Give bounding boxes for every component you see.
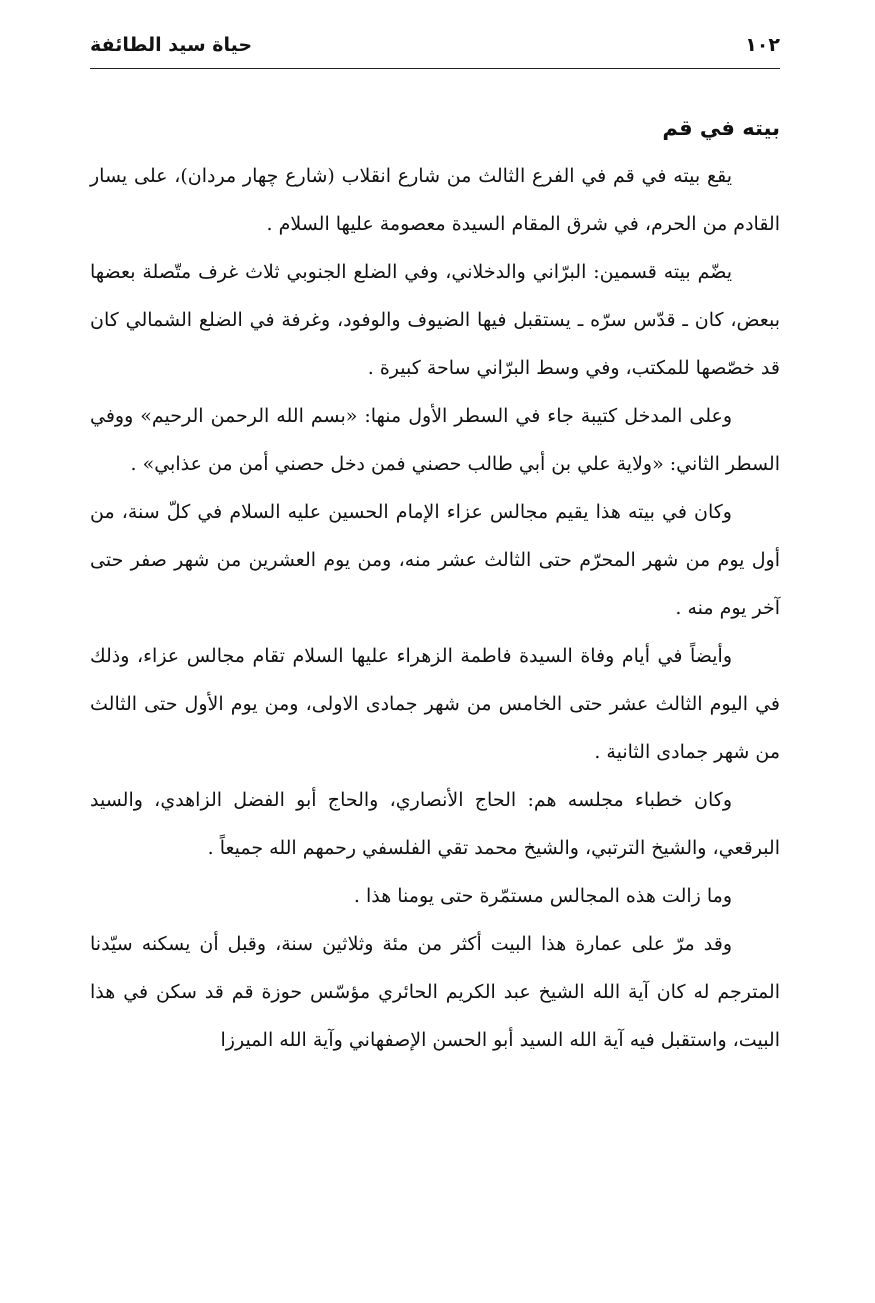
paragraph-inscription: وعلى المدخل كتيبة جاء في السطر الأول منها: «بسم الله الرحمن الرحيم» ووفي السطر الثاني: «ولاية علي بن أبي طالب حصني فمن دخل حصني أمن من عذابي» .	[90, 405, 780, 475]
paragraph-house-history: وقد مرّ على عمارة هذا البيت أكثر من مئة وثلاثين سنة، وقبل أن يسكنه سيّدنا المترجم له كان آية الله الشيخ عبد الكريم الحائري مؤسّس حوزة قم قد سكن في هذا البيت، واستقبل فيه آية الله السيد أبو الحسن الإصفهاني وآية الله الميرزا	[90, 933, 780, 1051]
paragraph-location: يقع بيته في قم في الفرع الثالث من شارع انقلاب (شارع چهار مردان)، على يسار القادم من الحرم، في شرق المقام السيدة معصومة عليها السلام .	[90, 165, 780, 235]
section-heading: بيته في قم	[662, 116, 780, 140]
page-body	[90, 104, 780, 1064]
paragraph-preachers: وكان خطباء مجلسه هم: الحاج الأنصاري، والحاج أبو الفضل الزاهدي، والسيد البرقعي، والشيخ الترتبي، والشيخ محمد تقي الفلسفي رحمهم الله جميعاً .	[90, 789, 780, 859]
paragraph-muharram-gatherings: وكان في بيته هذا يقيم مجالس عزاء الإمام الحسين عليه السلام في كلّ سنة، من أول يوم من شهر المحرّم حتى الثالث عشر منه، ومن يوم العشرين من شهر صفر حتى آخر يوم منه .	[90, 501, 780, 619]
paragraph-continuation: وما زالت هذه المجالس مستمّرة حتى يومنا هذا .	[353, 885, 732, 907]
paragraph-fatimiyya-gatherings: وأيضاً في أيام وفاة السيدة فاطمة الزهراء عليها السلام تقام مجالس عزاء، وذلك في اليوم الثالث عشر حتى الخامس من شهر جمادى الاولى، ومن يوم الأول حتى الثالث من شهر جمادى الثانية .	[90, 645, 780, 763]
running-header	[90, 30, 780, 69]
header-book-title: حياة سيد الطائفة	[90, 34, 253, 56]
page-number: ١٠٢	[745, 34, 780, 56]
paragraph-layout: يضّم بيته قسمين: البرّاني والدخلاني، وفي الضلع الجنوبي ثلاث غرف متّصلة بعضها ببعض، كان ـ قدّس سرّه ـ يستقبل فيها الضيوف والوفود، وغرفة في الضلع الشمالي كان قد خصّصها للمكتب، وفي وسط البرّاني ساحة كبيرة .	[90, 261, 780, 379]
